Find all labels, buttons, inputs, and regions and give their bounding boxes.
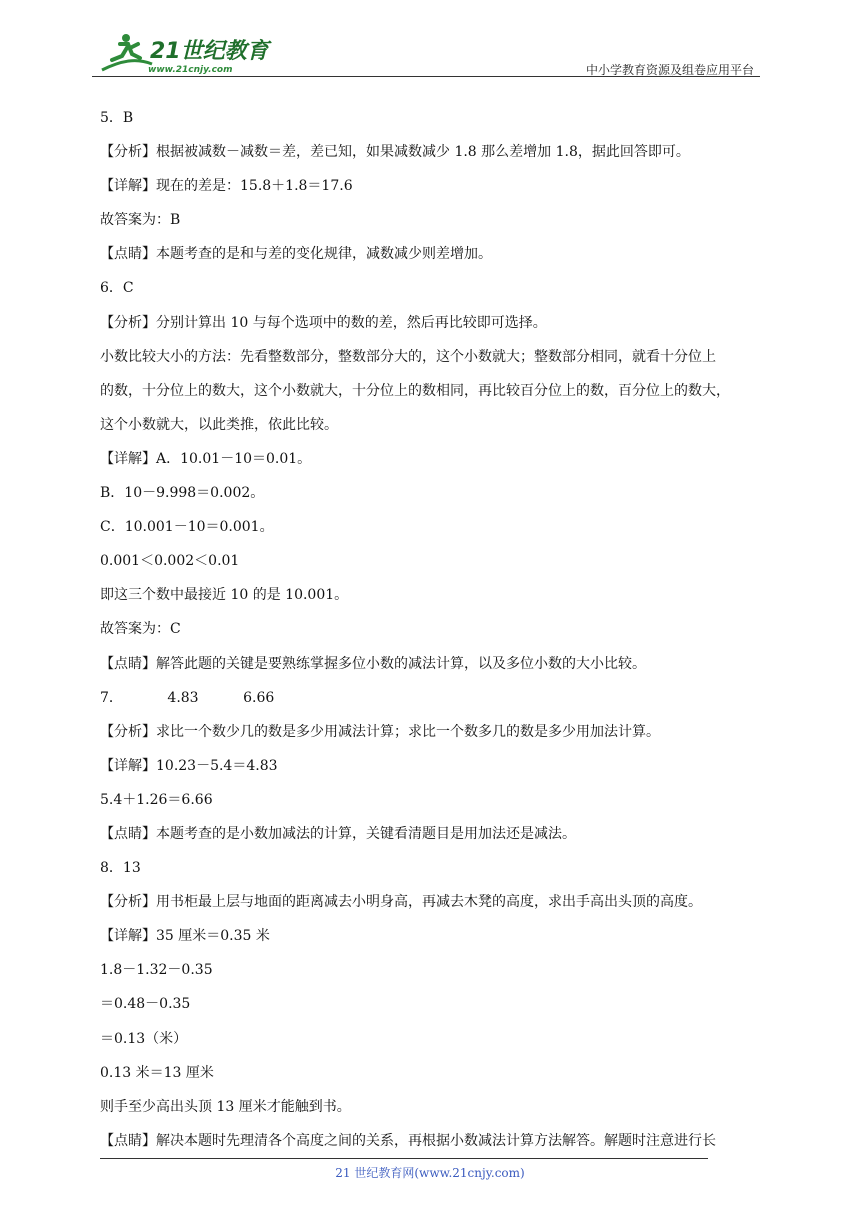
- text-line: 故答案为：C: [100, 621, 181, 638]
- page-header: [92, 30, 760, 78]
- text-line: 【点睛】本题考查的是小数加减法的计算，关键看清题目是用加法还是减法。: [100, 825, 576, 842]
- text-line: 这个小数就大，以此类推，依此比较。: [100, 416, 338, 433]
- text-line: ＝0.48－0.35: [100, 996, 191, 1013]
- footer-source: 21 世纪教育网(www.21cnjy.com): [335, 1166, 525, 1180]
- text-line: B．10－9.998＝0.002。: [100, 485, 265, 502]
- platform-label: 中小学教育资源及组卷应用平台: [585, 63, 754, 77]
- text-line: 【分析】求比一个数少几的数是多少用减法计算；求比一个数多几的数是多少用加法计算。: [100, 723, 660, 740]
- header-divider: [92, 76, 760, 77]
- text-line: 7． 4.83 6.66: [100, 689, 275, 706]
- footer-divider: [100, 1158, 708, 1159]
- text-line: 则手至少高出头顶 13 厘米才能触到书。: [100, 1098, 351, 1115]
- text-line: 【详解】A．10.01－10＝0.01。: [100, 450, 312, 467]
- text-line: 【分析】分别计算出 10 与每个选项中的数的差，然后再比较即可选择。: [100, 314, 547, 331]
- text-line: 【详解】10.23－5.4＝4.83: [100, 757, 278, 774]
- text-line: 【点睛】解决本题时先理清各个高度之间的关系，再根据小数减法计算方法解答。解题时注意进行长: [100, 1132, 716, 1149]
- text-line: 6．C: [100, 280, 134, 297]
- text-line: 1.8－1.32－0.35: [100, 962, 213, 979]
- text-line: 即这三个数中最接近 10 的是 10.001。: [100, 587, 349, 604]
- text-line: 0.001＜0.002＜0.01: [100, 553, 240, 570]
- text-line: 【分析】根据被减数－减数＝差，差已知，如果减数减少 1.8 那么差增加 1.8，据此回答即可。: [100, 144, 690, 161]
- text-line: 5.4＋1.26＝6.66: [100, 791, 213, 808]
- svg-text:www.21cnjy.com: www.21cnjy.com: [148, 65, 233, 75]
- text-line: 【点睛】解答此题的关键是要熟练掌握多位小数的减法计算，以及多位小数的大小比较。: [100, 655, 646, 672]
- text-line: 5．B: [100, 110, 134, 126]
- text-line: 的数，十分位上的数大，这个小数就大，十分位上的数相同，再比较百分位上的数，百分位上的数大，: [100, 382, 730, 399]
- text-line: ＝0.13（米）: [100, 1030, 188, 1047]
- text-line: 【分析】用书柜最上层与地面的距离减去小明身高，再减去木凳的高度，求出手高出头顶的高度。: [100, 894, 702, 911]
- text-line: 小数比较大小的方法：先看整数部分，整数部分大的，这个小数就大；整数部分相同，就看十分位上: [100, 348, 716, 365]
- text-line: 【点睛】本题考查的是和与差的变化规律，减数减少则差增加。: [100, 246, 492, 263]
- svg-text:21世纪教育: 21世纪教育: [150, 39, 269, 64]
- document-body: [100, 101, 765, 1158]
- text-line: 故答案为：B: [100, 212, 181, 229]
- text-line: 8．13: [100, 860, 141, 877]
- text-line: 【详解】现在的差是：15.8＋1.8＝17.6: [100, 178, 353, 195]
- text-line: C．10.001－10＝0.001。: [100, 519, 274, 536]
- text-line: 0.13 米＝13 厘米: [100, 1064, 214, 1081]
- running-figure-icon: [102, 34, 152, 70]
- text-line: 【详解】35 厘米＝0.35 米: [100, 928, 270, 945]
- site-logo: [92, 30, 272, 76]
